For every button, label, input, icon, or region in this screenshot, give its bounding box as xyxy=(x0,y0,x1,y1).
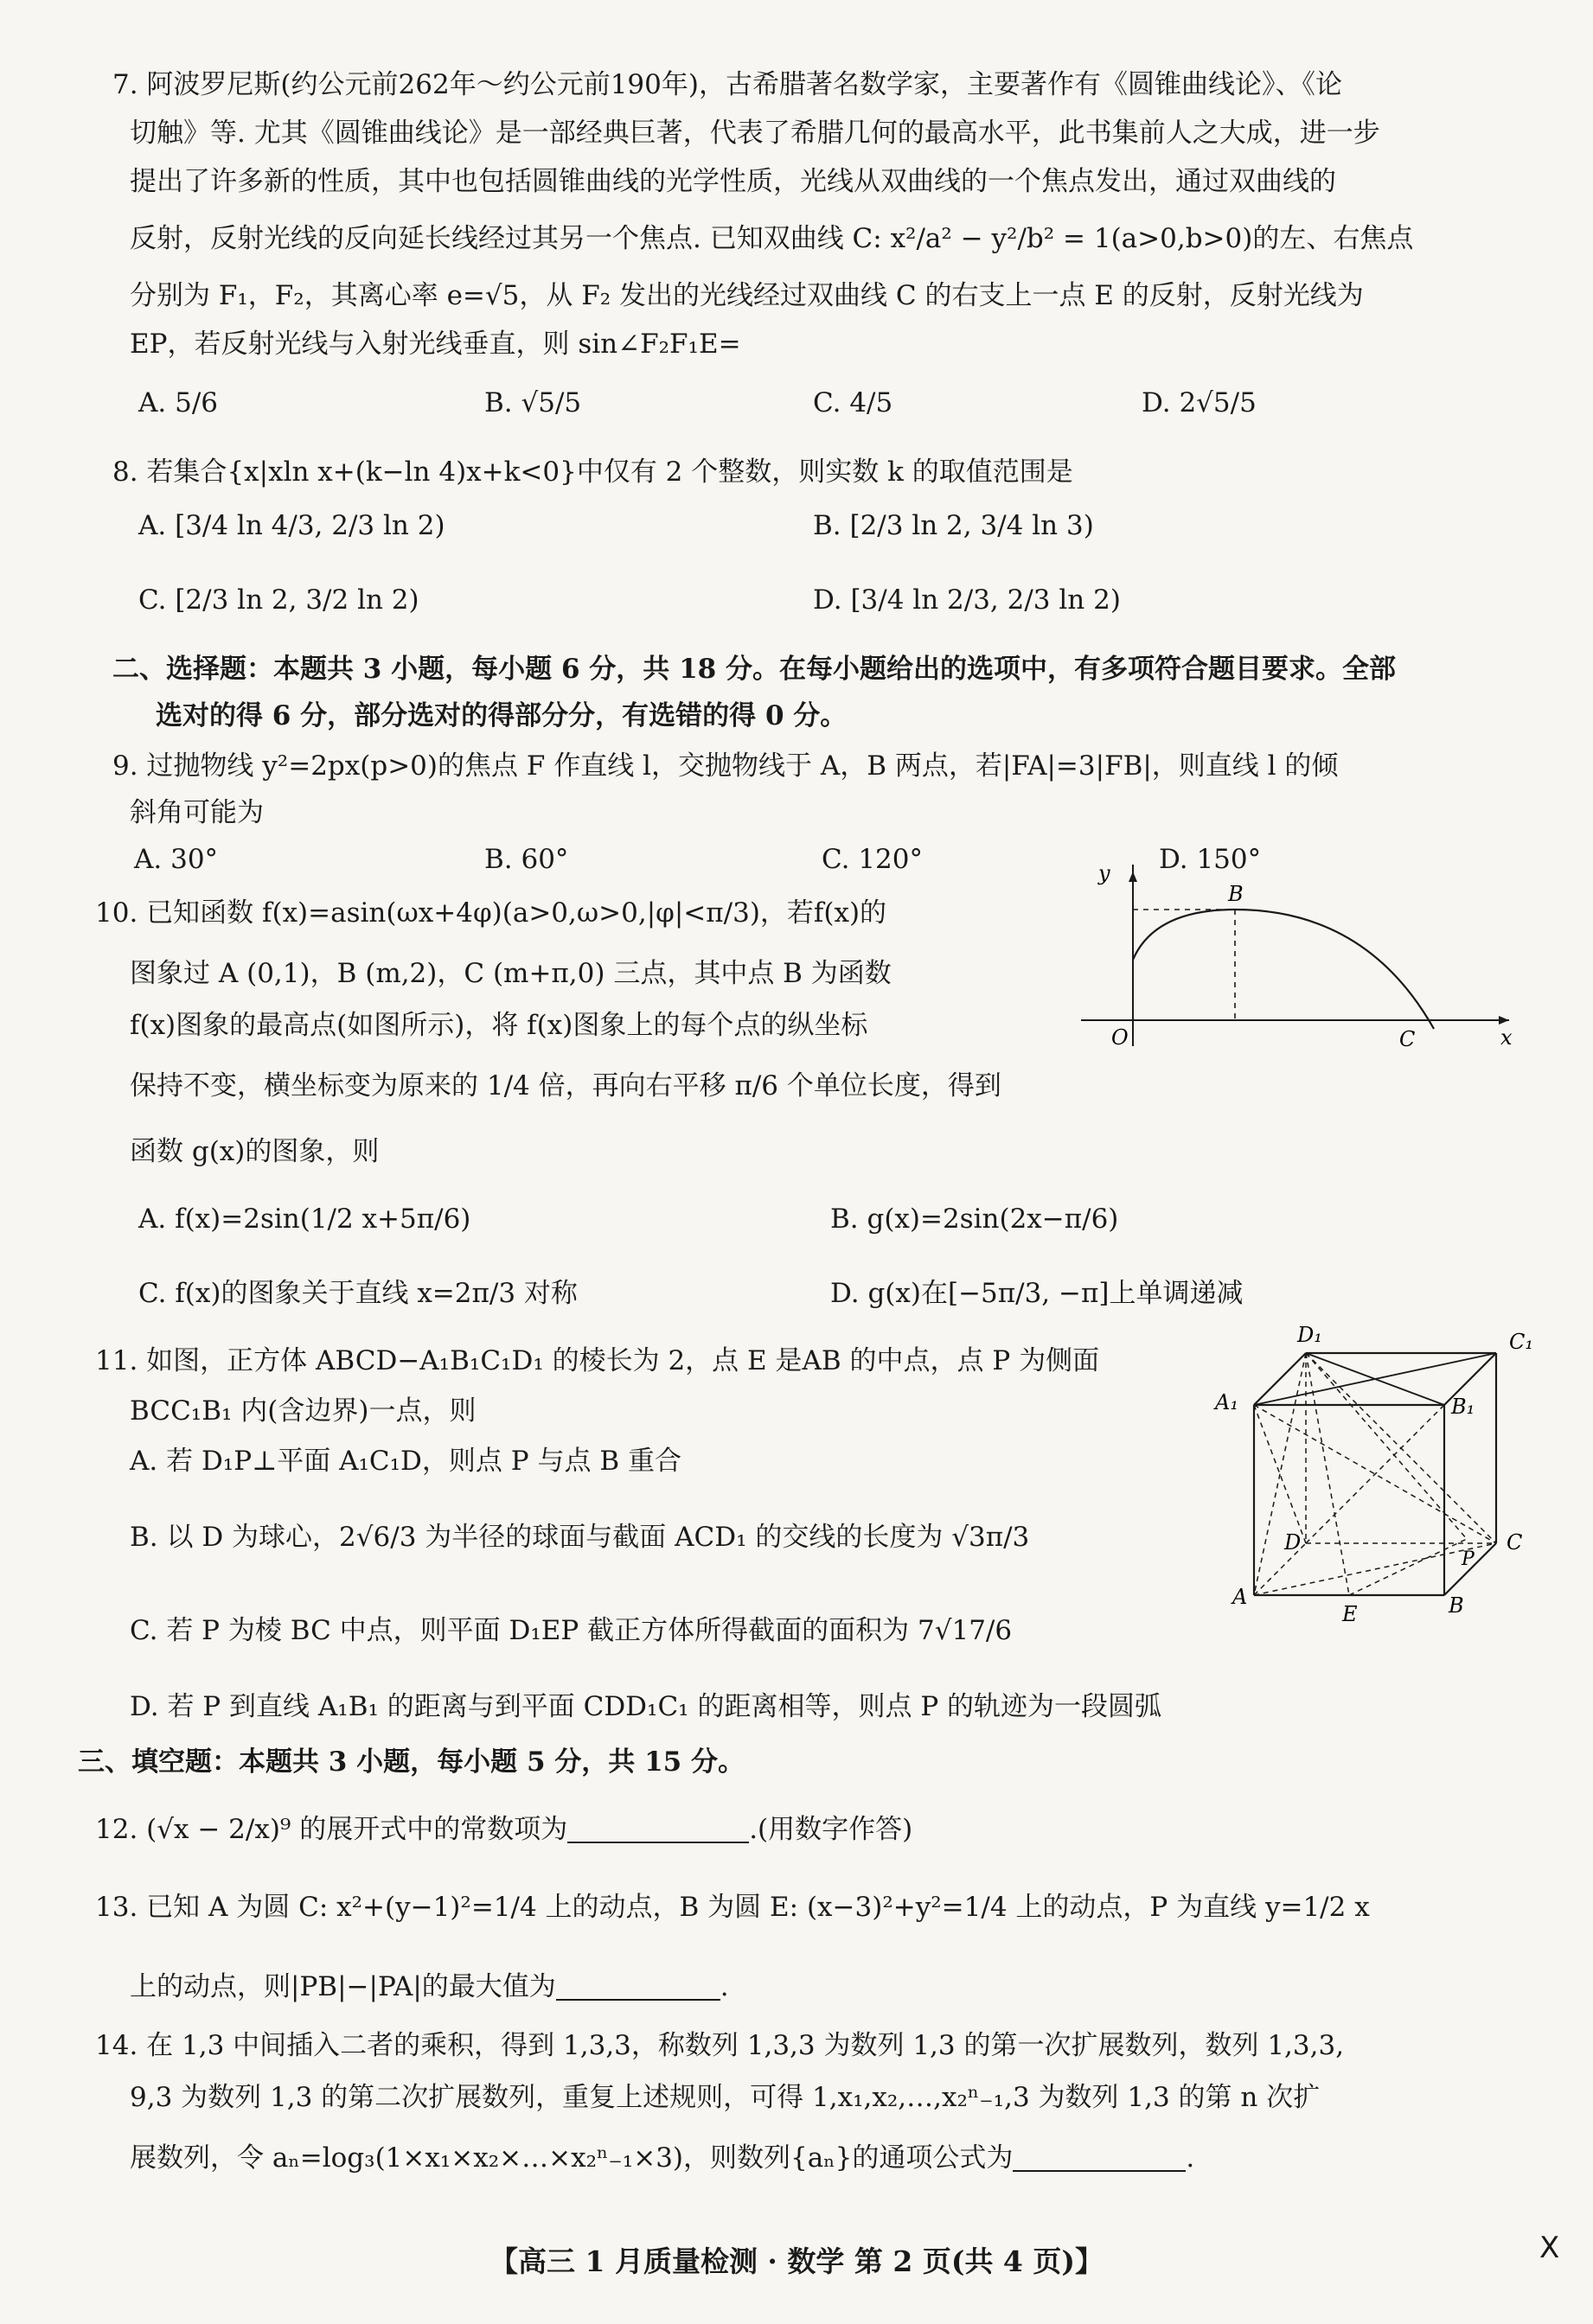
q11-option-c: C. 若 P 为棱 BC 中点，则平面 D₁EP 截正方体所得截面的面积为 7√17/6 xyxy=(130,1615,1013,1646)
q7-line-1: 7. 阿波罗尼斯(约公元前262年～约公元前190年)，古希腊著名数学家，主要著作有《圆锥曲线论》、《论 xyxy=(112,69,1342,100)
q9-option-b: B. 60° xyxy=(484,844,569,875)
q10-option-b: B. g(x)=2sin(2x−π/6) xyxy=(830,1204,1119,1235)
q8-stem: 8. 若集合{x|xln x+(k−ln 4)x+k<0}中仅有 2 个整数，则实数 k 的取值范围是 xyxy=(112,456,1073,488)
graph-label-y: y xyxy=(1098,865,1110,885)
cube-label-a: A xyxy=(1232,1585,1248,1609)
q11-option-a: A. 若 D₁P⊥平面 A₁C₁D，则点 P 与点 B 重合 xyxy=(130,1446,681,1477)
q8-option-a: A. [3/4 ln 4/3, 2/3 ln 2) xyxy=(138,510,445,541)
q13-text-before: 上的动点，则|PB|−|PA|的最大值为 xyxy=(130,1971,556,2002)
line-d1-p xyxy=(1306,1353,1467,1539)
q13-line-2 xyxy=(130,1964,729,2010)
line-d1-a1 xyxy=(1254,1353,1306,1405)
q10-line-4: 保持不变，横坐标变为原来的 1/4 倍，再向右平移 π/6 个单位长度，得到 xyxy=(130,1070,1001,1101)
graph-label-c: C xyxy=(1399,1027,1416,1051)
q9-option-d: D. 150° xyxy=(1159,844,1262,875)
q9-option-c: C. 120° xyxy=(822,844,923,875)
q10-option-d: D. g(x)在[−5π/3, −π]上单调递减 xyxy=(830,1278,1244,1309)
q7-line-5: 分别为 F₁，F₂，其离心率 e=√5，从 F₂ 发出的光线经过双曲线 C 的右支上一点 E 的反射，反射光线为 xyxy=(130,280,1364,311)
q9-line-2: 斜角可能为 xyxy=(130,797,264,828)
cube-figure xyxy=(1211,1323,1557,1634)
q8-option-b: B. [2/3 ln 2, 3/4 ln 3) xyxy=(813,510,1094,541)
cube-label-c1: C₁ xyxy=(1509,1330,1533,1354)
q11-option-d: D. 若 P 到直线 A₁B₁ 的距离与到平面 CDD₁C₁ 的距离相等，则点 P 的轨迹为一段圆弧 xyxy=(130,1691,1162,1722)
q8-option-c: C. [2/3 ln 2, 3/2 ln 2) xyxy=(138,584,419,616)
cube-label-a1: A₁ xyxy=(1215,1390,1238,1414)
q10-line-1: 10. 已知函数 f(x)=asin(ωx+4φ)(a>0,ω>0,|φ|<π/3)，若f(x)的 xyxy=(95,897,887,929)
q14-line-1: 14. 在 1,3 中间插入二者的乘积，得到 1,3,3，称数列 1,3,3 为数列 1,3 的第一次扩展数列，数列 1,3,3, xyxy=(95,2030,1345,2061)
q14-text-after: . xyxy=(1186,2142,1195,2174)
line-d1-a xyxy=(1254,1353,1306,1595)
cube-label-d1: D₁ xyxy=(1297,1323,1322,1347)
q14-answer-blank xyxy=(1013,2143,1186,2172)
sine-curve xyxy=(1133,910,1434,1029)
q13-answer-blank xyxy=(556,1972,720,2001)
q12-answer-blank xyxy=(567,1815,749,1843)
cube-label-b: B xyxy=(1449,1593,1464,1618)
q14-text-before: 展数列，令 aₙ=log₃(1×x₁×x₂×…×x₂ⁿ₋₁×3)，则数列{aₙ}的通项公式为 xyxy=(130,2142,1014,2174)
q7-option-c: C. 4/5 xyxy=(813,387,893,418)
q7-option-a: A. 5/6 xyxy=(138,387,218,418)
corner-mark: X xyxy=(1539,2231,1560,2265)
q10-line-2: 图象过 A (0,1)，B (m,2)，C (m+π,0) 三点，其中点 B 为函数 xyxy=(130,958,892,989)
q9-line-1: 9. 过抛物线 y²=2px(p>0)的焦点 F 作直线 l，交抛物线于 A，B 两点，若|FA|=3|FB|，则直线 l 的倾 xyxy=(112,750,1339,782)
y-axis-arrow xyxy=(1129,872,1137,882)
q11-line-1: 11. 如图，正方体 ABCD−A₁B₁C₁D₁ 的棱长为 2，点 E 是AB 的中点，点 P 为侧面 xyxy=(95,1345,1100,1376)
q10-line-5: 函数 g(x)的图象，则 xyxy=(130,1136,380,1167)
cube-label-c: C xyxy=(1507,1530,1523,1555)
q8-option-d: D. [3/4 ln 2/3, 2/3 ln 2) xyxy=(813,584,1121,616)
q13-text-after: . xyxy=(720,1971,729,2002)
cube-label-b1: B₁ xyxy=(1451,1395,1475,1419)
cube-label-e: E xyxy=(1342,1602,1358,1626)
q9-option-a: A. 30° xyxy=(134,844,219,875)
q10-option-c: C. f(x)的图象关于直线 x=2π/3 对称 xyxy=(138,1278,578,1309)
q13-line-1: 13. 已知 A 为圆 C: x²+(y−1)²=1/4 上的动点，B 为圆 E: (x−3)²+y²=1/4 上的动点，P 为直线 y=1/2 x xyxy=(95,1892,1370,1923)
q11-option-b: B. 以 D 为球心，2√6/3 为半径的球面与截面 ACD₁ 的交线的长度为 √3π/3 xyxy=(130,1522,1030,1553)
q12-text-after: .(用数字作答) xyxy=(749,1814,913,1845)
q10-line-3: f(x)图象的最高点(如图所示)，将 f(x)图象上的每个点的纵坐标 xyxy=(130,1010,868,1041)
graph-label-x: x xyxy=(1500,1025,1513,1050)
cube-label-p: P xyxy=(1462,1548,1475,1570)
q7-line-3: 提出了许多新的性质，其中也包括圆锥曲线的光学性质，光线从双曲线的一个焦点发出，通过双曲线的 xyxy=(130,166,1336,197)
sine-graph-figure xyxy=(1072,865,1522,1063)
page-footer: 【高三 1 月质量检测 · 数学 第 2 页(共 4 页)】 xyxy=(489,2244,1104,2278)
q14-line-3 xyxy=(130,2136,1194,2181)
q11-line-2: BCC₁B₁ 内(含边界)一点，则 xyxy=(130,1395,477,1427)
q7-line-4: 反射，反射光线的反向延长线经过其另一个焦点. 已知双曲线 C: x²/a² − y²/b² = 1(a>0,b>0)的左、右焦点 xyxy=(130,223,1414,254)
question-12 xyxy=(95,1807,912,1853)
graph-label-b: B xyxy=(1228,882,1244,906)
q7-line-6: EP，若反射光线与入射光线垂直，则 sin∠F₂F₁E= xyxy=(130,329,741,360)
q12-text-before: 12. (√x − 2/x)⁹ 的展开式中的常数项为 xyxy=(95,1814,568,1845)
x-axis-arrow xyxy=(1499,1016,1509,1025)
section-3-header: 三、填空题：本题共 3 小题，每小题 5 分，共 15 分。 xyxy=(78,1746,745,1778)
q7-line-2: 切触》等. 尤其《圆锥曲线论》是一部经典巨著，代表了希腊几何的最高水平，此书集前人之大成，进一步 xyxy=(130,118,1380,149)
section-2-line-2: 选对的得 6 分，部分选对的得部分分，有选错的得 0 分。 xyxy=(156,700,848,731)
q7-option-b: B. √5/5 xyxy=(484,387,582,418)
graph-label-o: O xyxy=(1111,1025,1129,1050)
q14-line-2: 9,3 为数列 1,3 的第二次扩展数列，重复上述规则，可得 1,x₁,x₂,…,x₂ⁿ₋₁,3 为数列 1,3 的第 n 次扩 xyxy=(130,2082,1321,2113)
section-2-line-1: 二、选择题：本题共 3 小题，每小题 6 分，共 18 分。在每小题给出的选项中，有多项符合题目要求。全部 xyxy=(112,654,1397,685)
line-e-p xyxy=(1349,1539,1467,1595)
q10-option-a: A. f(x)=2sin(1/2 x+5π/6) xyxy=(138,1204,471,1235)
q7-option-d: D. 2√5/5 xyxy=(1142,387,1257,418)
cube-label-d: D xyxy=(1284,1530,1302,1555)
